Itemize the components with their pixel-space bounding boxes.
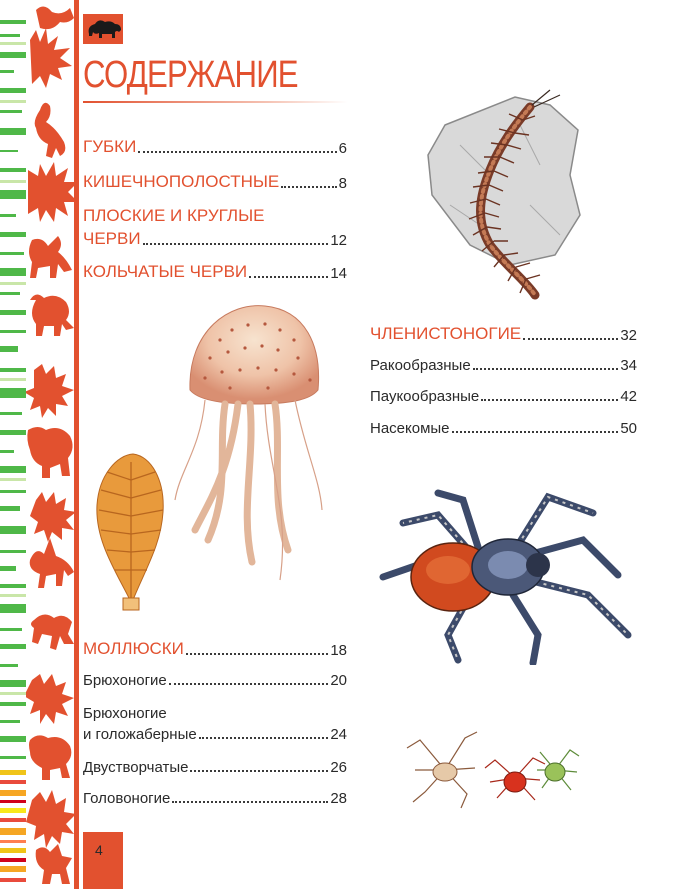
toc-entry-insects[interactable] xyxy=(370,420,637,437)
toc-entry-page: 28 xyxy=(330,790,347,807)
toc-entry-worms-line1[interactable]: ПЛОСКИЕ И КРУГЛЫЕ xyxy=(83,206,265,225)
leader-dots xyxy=(523,338,618,340)
page-number-badge xyxy=(83,832,123,889)
toc-entry-sponges[interactable] xyxy=(83,137,347,157)
fern-silhouette xyxy=(28,162,78,222)
leader-dots xyxy=(190,770,328,772)
ram-silhouette xyxy=(29,735,71,780)
section-badge xyxy=(83,14,123,44)
centipede-illustration xyxy=(420,85,585,310)
toc-entry-arthropods[interactable] xyxy=(370,324,637,344)
toc-entry-label: Двустворчатые xyxy=(83,759,189,776)
toc-entry-page: 18 xyxy=(330,642,347,659)
leader-dots xyxy=(186,653,328,655)
bear-silhouette xyxy=(27,427,72,478)
toc-entry-annelids[interactable] xyxy=(83,262,347,282)
antelope-silhouette xyxy=(29,236,72,278)
toc-entry-cephalopods[interactable] xyxy=(83,790,347,807)
toc-entry-bivalves[interactable] xyxy=(83,759,347,776)
kangaroo-silhouette xyxy=(31,614,74,650)
toc-entry-page: 12 xyxy=(330,232,347,249)
toc-entry-page: 50 xyxy=(620,420,637,437)
toc-entry-molluscs[interactable] xyxy=(83,639,347,659)
toc-entry-page: 20 xyxy=(330,672,347,689)
leader-dots xyxy=(452,431,619,433)
leader-dots xyxy=(138,151,336,153)
toc-entry-crustaceans[interactable] xyxy=(370,357,637,374)
gazelle-silhouette xyxy=(30,538,74,588)
leader-dots xyxy=(143,243,329,245)
bird-silhouette xyxy=(36,6,74,29)
leader-dots xyxy=(169,683,329,685)
page-number: 4 xyxy=(95,842,103,858)
toc-entry-label: Ракообразные xyxy=(370,357,471,374)
toc-entry-label: Брюхоногие xyxy=(83,672,167,689)
leader-dots xyxy=(172,801,328,803)
toc-entry-label: КОЛЬЧАТЫЕ ЧЕРВИ xyxy=(83,262,248,281)
decorative-stripes xyxy=(0,0,26,889)
soft-coral-illustration xyxy=(85,450,175,612)
leader-dots xyxy=(249,276,328,278)
toc-entry-page: 14 xyxy=(330,265,347,282)
toc-entry-gastropods[interactable] xyxy=(83,672,347,689)
shrub-silhouette xyxy=(26,790,76,848)
goat-silhouette xyxy=(36,844,72,884)
toc-entry-worms[interactable] xyxy=(83,229,347,249)
toc-entry-label: ЧЛЕНИСТОНОГИЕ xyxy=(370,324,522,343)
toc-entry-page: 42 xyxy=(620,388,637,405)
toc-entry-label: ГУБКИ xyxy=(83,137,137,156)
leader-dots xyxy=(481,399,618,401)
lion-icon xyxy=(83,14,123,44)
toc-entry-page: 6 xyxy=(338,140,347,157)
palm-silhouette xyxy=(30,492,76,542)
toc-entry-page: 32 xyxy=(620,327,637,344)
toc-entry-label: Головоногие xyxy=(83,790,171,807)
toc-entry-cnidarians[interactable] xyxy=(83,172,347,192)
ibis-silhouette xyxy=(35,103,66,158)
toc-entry-nudibranchs[interactable] xyxy=(83,726,347,743)
leader-dots xyxy=(281,186,336,188)
toc-entry-page: 24 xyxy=(330,726,347,743)
toc-entry-page: 34 xyxy=(620,357,637,374)
toc-entry-label: Насекомые xyxy=(370,420,450,437)
toc-entry-page: 26 xyxy=(330,759,347,776)
left-accent-rule xyxy=(74,0,79,889)
toc-entry-label: ЧЕРВИ xyxy=(83,229,141,248)
leader-dots xyxy=(473,368,619,370)
toc-entry-label: МОЛЛЮСКИ xyxy=(83,639,184,658)
leader-dots xyxy=(199,737,329,739)
toc-entry-page: 8 xyxy=(338,175,347,192)
toc-entry-label: КИШЕЧНОПОЛОСТНЫЕ xyxy=(83,172,280,191)
toc-entry-nudibranchs-line1[interactable]: Брюхоногие xyxy=(83,705,167,722)
small-spiders-illustration xyxy=(405,730,581,810)
toc-entry-label: Паукообразные xyxy=(370,388,480,405)
deer-silhouette xyxy=(30,294,74,336)
tarantula-illustration xyxy=(378,485,640,665)
animal-silhouette-band xyxy=(26,0,78,889)
tree-silhouette xyxy=(26,364,74,418)
leaf-silhouette xyxy=(30,28,72,88)
bush-silhouette xyxy=(26,674,74,724)
page-title: СОДЕРЖАНИЕ xyxy=(83,54,298,96)
jellyfish-illustration xyxy=(170,300,330,585)
toc-entry-arachnids[interactable] xyxy=(370,388,637,405)
toc-entry-label: и голожаберные xyxy=(83,726,197,743)
title-underline xyxy=(83,101,348,103)
